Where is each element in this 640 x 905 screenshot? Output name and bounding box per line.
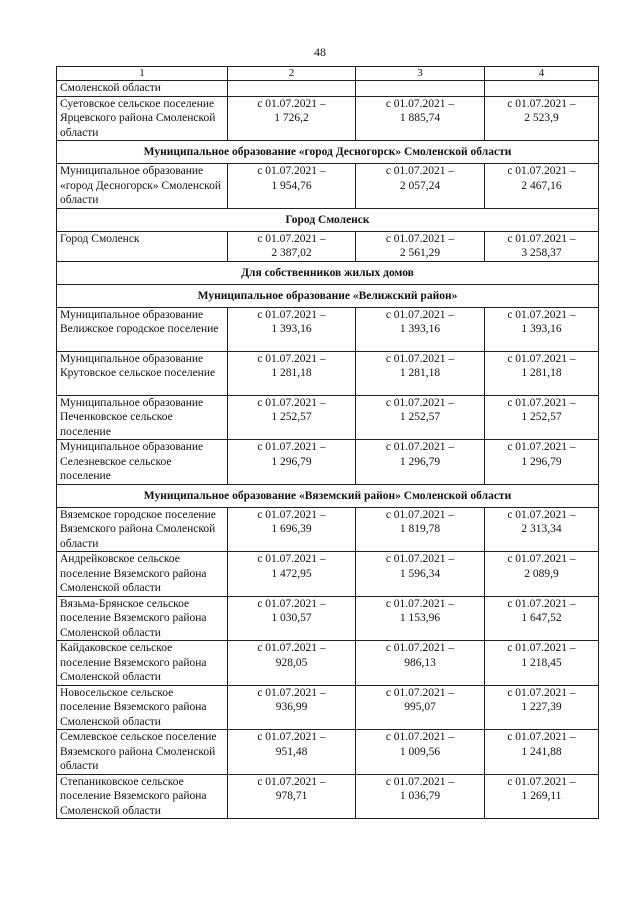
- municipality-name: Степаниковское сельское поселение Вяземского района Смоленской области: [57, 774, 228, 819]
- tariff-cell: [228, 730, 356, 775]
- tariff-date: с 01.07.2021 –: [257, 731, 326, 743]
- tariff-cell: [485, 164, 599, 209]
- section-header-row: [57, 208, 599, 231]
- tariff-date: с 01.07.2021 –: [507, 642, 576, 654]
- tariff-cell: [356, 685, 485, 730]
- municipality-name: Муниципальное образование «город Десногорск» Смоленской области: [57, 164, 228, 209]
- tariff-date: с 01.07.2021 –: [385, 165, 455, 177]
- tariff-value: 1 009,56: [399, 745, 441, 758]
- tariff-cell: [485, 552, 599, 597]
- tariff-date: с 01.07.2021 –: [257, 597, 326, 610]
- tariff-value: 1 393,16: [271, 323, 312, 335]
- tariff-cell: [485, 351, 599, 395]
- tariff-date: с 01.07.2021 –: [385, 352, 455, 365]
- tariff-value: 928,05: [275, 656, 308, 669]
- tariff-value: 1 472,95: [271, 567, 312, 580]
- tariff-value: 1 153,96: [399, 612, 441, 624]
- table-row: [57, 440, 599, 485]
- tariff-value: 1 036,79: [399, 790, 441, 802]
- tariff-value: 1 252,57: [271, 411, 312, 423]
- municipality-name: Вязьма-Брянское сельское поселение Вяземского района Смоленской области: [57, 596, 228, 641]
- tariff-date: с 01.07.2021 –: [385, 441, 455, 453]
- tariff-cell: [356, 507, 485, 552]
- tariff-date: с 01.07.2021 –: [385, 232, 455, 245]
- tariff-date: с 01.07.2021 –: [257, 97, 326, 110]
- tariff-cell: [356, 774, 485, 819]
- table-row: [57, 552, 599, 597]
- tariff-date: с 01.07.2021 –: [507, 553, 576, 565]
- tariff-cell: [228, 96, 356, 141]
- tariff-date: с 01.07.2021 –: [257, 441, 326, 453]
- tariff-date: с 01.07.2021 –: [507, 731, 576, 743]
- tariff-cell: [485, 96, 599, 141]
- table-row: [57, 730, 599, 775]
- tariff-date: с 01.07.2021 –: [507, 686, 576, 699]
- table-row: [57, 395, 599, 440]
- tariff-cell: [228, 164, 356, 209]
- empty-cell: [485, 81, 599, 97]
- section-title: Для собственников жилых домов: [57, 261, 599, 284]
- tariff-date: с 01.07.2021 –: [507, 508, 576, 521]
- tariff-value: 1 296,79: [271, 455, 312, 468]
- tariff-date: с 01.07.2021 –: [257, 508, 326, 521]
- tariff-value: 1 296,79: [399, 455, 441, 468]
- table-row: [57, 307, 599, 351]
- tariff-date: с 01.07.2021 –: [257, 553, 326, 565]
- tariff-date: с 01.07.2021 –: [257, 775, 326, 788]
- tariff-table-body: [57, 67, 599, 819]
- tariff-date: с 01.07.2021 –: [507, 232, 576, 245]
- tariff-value: 1 393,16: [399, 323, 441, 335]
- table-row: [57, 596, 599, 641]
- tariff-value: 1 281,18: [271, 367, 312, 379]
- tariff-cell: [485, 231, 599, 261]
- tariff-value: 986,13: [404, 656, 436, 669]
- tariff-value: 1 281,18: [399, 367, 441, 379]
- tariff-cell: [485, 440, 599, 485]
- tariff-cell: [356, 596, 485, 641]
- tariff-cell: [485, 685, 599, 730]
- tariff-value: 1 819,78: [399, 523, 441, 535]
- tariff-value: 2 313,34: [521, 523, 562, 535]
- tariff-date: с 01.07.2021 –: [507, 775, 576, 788]
- tariff-value: 2 387,02: [271, 247, 312, 259]
- section-title: Муниципальное образование «Вяземский район» Смоленской области: [57, 484, 599, 507]
- table-row: [57, 507, 599, 552]
- tariff-value: 2 523,9: [524, 112, 559, 124]
- tariff-date: с 01.07.2021 –: [385, 775, 455, 788]
- tariff-date: с 01.07.2021 –: [257, 165, 326, 177]
- tariff-cell: [356, 730, 485, 775]
- tariff-date: с 01.07.2021 –: [385, 686, 455, 699]
- tariff-value: 1 241,88: [521, 745, 562, 758]
- tariff-cell: [356, 440, 485, 485]
- tariff-value: 1 954,76: [271, 179, 312, 192]
- tariff-value: 1 252,57: [521, 411, 562, 423]
- section-header-row: [57, 284, 599, 307]
- tariff-cell: [485, 730, 599, 775]
- tariff-date: с 01.07.2021 –: [257, 642, 326, 654]
- tariff-cell: [356, 395, 485, 440]
- tariff-date: с 01.07.2021 –: [507, 97, 576, 110]
- column-number: 4: [485, 67, 599, 81]
- tariff-value: 1 726,2: [274, 112, 309, 124]
- tariff-cell: [228, 685, 356, 730]
- municipality-name: Муниципальное образование Велижское городское поселение: [57, 307, 228, 351]
- tariff-cell: [228, 440, 356, 485]
- tariff-date: с 01.07.2021 –: [385, 597, 455, 610]
- section-header-row: [57, 261, 599, 284]
- tariff-date: с 01.07.2021 –: [257, 686, 326, 699]
- tariff-value: 3 258,37: [521, 247, 562, 259]
- tariff-cell: [228, 641, 356, 686]
- tariff-cell: [485, 641, 599, 686]
- tariff-value: 1 296,79: [521, 455, 562, 468]
- tariff-value: 2 057,24: [399, 179, 441, 192]
- tariff-cell: [356, 231, 485, 261]
- tariff-date: с 01.07.2021 –: [257, 232, 326, 245]
- municipality-name: Муниципальное образование Крутовское сельское поселение: [57, 351, 228, 395]
- tariff-value: 2 467,16: [521, 179, 562, 192]
- tariff-value: 1 252,57: [399, 411, 441, 423]
- tariff-value: 936,99: [275, 701, 308, 713]
- tariff-date: с 01.07.2021 –: [507, 396, 576, 409]
- tariff-value: 2 561,29: [399, 247, 441, 259]
- tariff-cell: [485, 774, 599, 819]
- tariff-value: 978,71: [275, 790, 308, 802]
- tariff-cell: [485, 307, 599, 351]
- table-row: [57, 774, 599, 819]
- tariff-value: 1 647,52: [521, 612, 562, 624]
- tariff-value: 1 030,57: [271, 612, 312, 624]
- municipality-name: Кайдаковское сельское поселение Вяземского района Смоленской области: [57, 641, 228, 686]
- municipality-name: Семлевское сельское поселение Вяземского района Смоленской области: [57, 730, 228, 775]
- tariff-cell: [356, 552, 485, 597]
- tariff-value: 995,07: [404, 701, 436, 713]
- column-number: 1: [57, 67, 228, 81]
- municipality-name: Смоленской области: [57, 81, 228, 97]
- tariff-value: 1 281,18: [521, 367, 562, 379]
- municipality-name: Город Смоленск: [57, 231, 228, 261]
- tariff-value: 1 885,74: [399, 112, 441, 124]
- tariff-date: с 01.07.2021 –: [385, 642, 455, 654]
- municipality-name: Муниципальное образование Селезневское сельское поселение: [57, 440, 228, 485]
- tariff-date: с 01.07.2021 –: [385, 731, 455, 743]
- table-row: [57, 164, 599, 209]
- page-number: 48: [314, 45, 326, 59]
- tariff-value: 951,48: [275, 745, 308, 758]
- empty-cell: [228, 81, 356, 97]
- tariff-cell: [485, 596, 599, 641]
- municipality-name: Андрейковское сельское поселение Вяземского района Смоленской области: [57, 552, 228, 597]
- tariff-date: с 01.07.2021 –: [385, 97, 455, 110]
- column-number-row: [57, 67, 599, 81]
- tariff-date: с 01.07.2021 –: [385, 396, 455, 409]
- tariff-cell: [228, 596, 356, 641]
- tariff-date: с 01.07.2021 –: [385, 308, 455, 321]
- tariff-cell: [228, 307, 356, 351]
- tariff-cell: [356, 164, 485, 209]
- table-row: [57, 96, 599, 141]
- tariff-cell: [485, 507, 599, 552]
- table-row: [57, 641, 599, 686]
- tariff-cell: [485, 395, 599, 440]
- tariff-date: с 01.07.2021 –: [507, 308, 576, 321]
- tariff-cell: [356, 351, 485, 395]
- municipality-name: Суетовское сельское поселение Ярцевского района Смоленской области: [57, 96, 228, 141]
- municipality-name: Вяземское городское поселение Вяземского района Смоленской области: [57, 507, 228, 552]
- tariff-value: 2 089,9: [524, 567, 559, 580]
- tariff-cell: [356, 641, 485, 686]
- municipality-name: Новосельское сельское поселение Вяземского района Смоленской области: [57, 685, 228, 730]
- tariff-value: 1 227,39: [521, 701, 562, 713]
- tariff-cell: [356, 307, 485, 351]
- tariff-date: с 01.07.2021 –: [507, 352, 576, 365]
- tariff-cell: [228, 231, 356, 261]
- tariff-cell: [228, 552, 356, 597]
- tariff-table: [56, 66, 599, 819]
- continuation-row: [57, 81, 599, 97]
- tariff-value: 1 393,16: [521, 323, 562, 335]
- section-header-row: [57, 141, 599, 164]
- table-row: [57, 685, 599, 730]
- tariff-date: с 01.07.2021 –: [257, 352, 326, 365]
- tariff-cell: [356, 96, 485, 141]
- tariff-date: с 01.07.2021 –: [507, 597, 576, 610]
- column-number: 3: [356, 67, 485, 81]
- municipality-name: Муниципальное образование Печенковское сельское поселение: [57, 395, 228, 440]
- tariff-value: 1 218,45: [521, 656, 562, 669]
- tariff-date: с 01.07.2021 –: [385, 508, 455, 521]
- empty-cell: [356, 81, 485, 97]
- tariff-cell: [228, 395, 356, 440]
- table-row: [57, 351, 599, 395]
- tariff-date: с 01.07.2021 –: [385, 553, 455, 565]
- tariff-date: с 01.07.2021 –: [507, 165, 576, 177]
- tariff-cell: [228, 351, 356, 395]
- section-header-row: [57, 484, 599, 507]
- tariff-cell: [228, 507, 356, 552]
- section-title: Муниципальное образование «Велижский район»: [57, 284, 599, 307]
- tariff-cell: [228, 774, 356, 819]
- tariff-date: с 01.07.2021 –: [257, 308, 326, 321]
- tariff-value: 1 596,34: [399, 567, 441, 580]
- table-row: [57, 231, 599, 261]
- tariff-value: 1 269,11: [521, 790, 562, 802]
- section-title: Город Смоленск: [57, 208, 599, 231]
- tariff-date: с 01.07.2021 –: [257, 396, 326, 409]
- column-number: 2: [228, 67, 356, 81]
- tariff-date: с 01.07.2021 –: [507, 441, 576, 453]
- section-title: Муниципальное образование «город Десногорск» Смоленской области: [57, 141, 599, 164]
- tariff-value: 1 696,39: [271, 523, 312, 535]
